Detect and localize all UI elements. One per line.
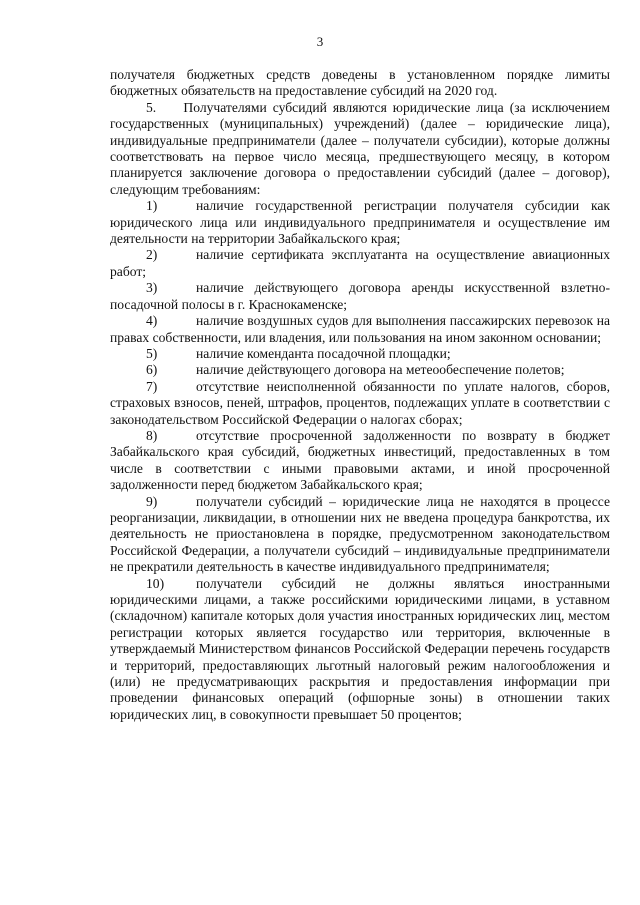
list-item-text: наличие государственной регистрации получателя субсидии как юридического лица или индивидуального предпринимателя и осуществление им деятельности на территории Забайкальского края;	[110, 198, 610, 247]
list-item-number: 8)	[146, 427, 158, 443]
list-item-1	[110, 198, 610, 247]
list-item-4	[110, 313, 610, 346]
page-body	[110, 67, 610, 723]
list-item-text: отсутствие неисполненной обязанности по уплате налогов, сборов, страховых взносов, пеней, штрафов, процентов, подлежащих уплате в соответствии с законодательством Российской Федерации о налогах сборах;	[110, 378, 610, 427]
list-item-number: 4)	[146, 313, 158, 329]
list-item-number: 1)	[146, 198, 158, 214]
list-item-5	[110, 346, 610, 362]
list-item-text: наличие воздушных судов для выполнения пассажирских перевозок на правах собственности, или владения, или пользования на ином законном основании;	[110, 313, 610, 345]
list-item-text: наличие сертификата эксплуатанта на осуществление авиационных работ;	[110, 247, 610, 279]
list-item-text: наличие действующего договора аренды искусственной взлетно-посадочной полосы в г. Краснокаменске;	[110, 280, 610, 312]
list-item-2	[110, 247, 610, 280]
list-item-text: отсутствие просроченной задолженности по возврату в бюджет Забайкальского края субсидий, бюджетных инвестиций, предоставленных в том числе в соответствии с иными правовыми актами, и иной просроченной задолженности перед бюджетом Забайкальского края;	[110, 427, 610, 493]
paragraph-continuation: получателя бюджетных средств доведены в установленном порядке лимиты бюджетных обязательств на предоставление субсидий на 2020 год.	[110, 67, 610, 99]
list-item-text: получатели субсидий – юридические лица не находятся в процессе реорганизации, ликвидации, в отношении них не введена процедура банкротства, их деятельность не приостановлена в порядке, предусмотренном законодательством Российской Федерации, а получатели субсидий – индивидуальные предприниматели не прекратили деятельность в качестве индивидуального предпринимателя;	[110, 493, 610, 575]
list-item-number: 9)	[146, 493, 158, 509]
list-item-9	[110, 494, 610, 576]
list-item-number: 3)	[146, 280, 158, 296]
list-item-number: 2)	[146, 247, 158, 263]
list-item-number: 10)	[146, 575, 165, 591]
list-item-text: наличие действующего договора на метеообеспечение полетов;	[196, 362, 565, 378]
list-item-8	[110, 428, 610, 494]
list-item-number: 5)	[146, 345, 158, 361]
list-item-number: 6)	[146, 362, 158, 378]
list-item-text: наличие коменданта посадочной площадки;	[196, 345, 451, 361]
list-item-text: получатели субсидий не должны являться иностранными юридическими лицами, а также российскими юридическими лицами, в уставном (складочном) капитале которых доля участия иностранных юридических лиц, местом регистрации которых является государство или территория, включенные в утверждаемый Министерством финансов Российской Федерации перечень государств и территорий, предоставляющих льготный налоговый режим налогообложения и (или) не предусматривающих раскрытия и предоставления информации при проведении финансовых операций (офшорные зоны) в отношении таких юридических лиц, в совокупности превышает 50 процентов;	[110, 575, 610, 722]
page-number: 3	[316, 34, 324, 49]
list-item-7	[110, 379, 610, 428]
list-item-6	[110, 362, 610, 378]
paragraph-clause-5: 5. Получателями субсидий являются юридические лица (за исключением государственных (муниципальных) учреждений) (далее – юридические лица), индивидуальные предприниматели (далее – получатели субсидии), которые должны соответствовать на первое число месяца, предшествующего месяцу, в котором планируется заключение договора о предоставлении субсидий (далее – договор), следующим требованиям:	[110, 99, 610, 197]
list-item-number: 7)	[146, 378, 158, 394]
list-item-3	[110, 280, 610, 313]
list-item-10	[110, 576, 610, 724]
